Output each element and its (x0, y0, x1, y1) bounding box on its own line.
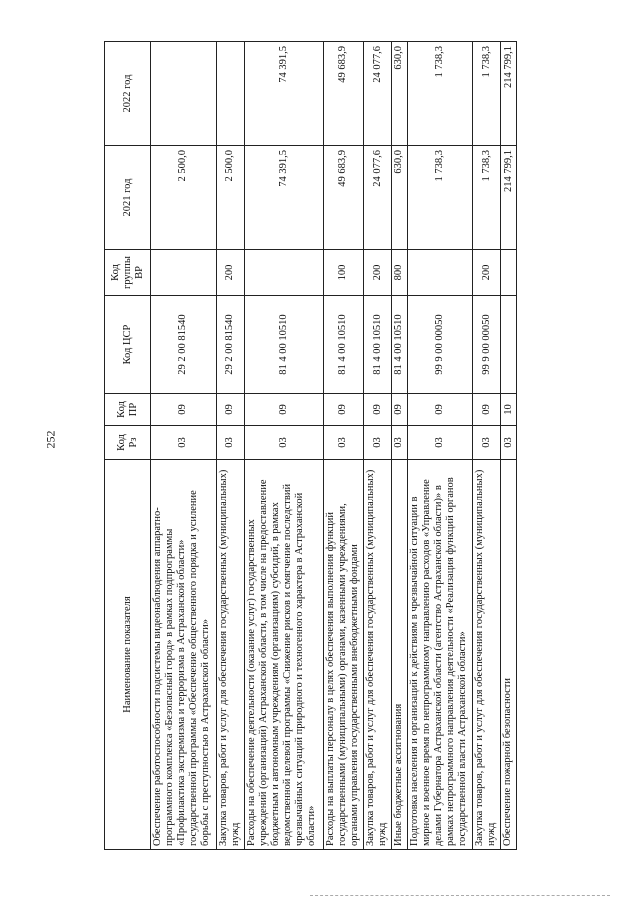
cell-y2022: 630,0 (392, 42, 408, 146)
cell-y2021: 2 500,0 (151, 146, 217, 250)
cell-vr: 200 (216, 250, 244, 296)
cell-pr: 09 (151, 394, 217, 426)
cell-y2021: 2 500,0 (216, 146, 244, 250)
cell-csr: 81 4 00 10510 (392, 296, 408, 394)
cell-csr: 99 9 00 00050 (407, 296, 473, 394)
header-vr: Код группы ВР (105, 250, 151, 296)
cell-rz: 03 (216, 426, 244, 460)
cell-rz: 03 (151, 426, 217, 460)
cell-y2022: 1 738,3 (407, 42, 473, 146)
cell-rz: 03 (392, 426, 408, 460)
cell-csr: 29 2 00 81540 (151, 296, 217, 394)
header-csr: Код ЦСР (105, 296, 151, 394)
cell-vr: 100 (323, 250, 364, 296)
cell-csr (501, 296, 517, 394)
cell-y2022 (216, 42, 244, 146)
cell-name: Расходы на обеспечение деятельности (оказание услуг) государственных учреждений (организаций) Астраханской области, в том числе на предоставление бюджетным и автономным учреждениям (организациям) субсидий, в рамках ведомственной целевой программы «Снижение рисков и смягчение последствий чрезвычайных ситуаций природного и техногенного характера в Астраханской области» (244, 460, 323, 850)
cell-y2021: 214 799,1 (501, 146, 517, 250)
cell-y2022: 24 077,6 (364, 42, 392, 146)
table-row (151, 42, 217, 850)
cell-vr: 200 (473, 250, 501, 296)
cell-rz: 03 (473, 426, 501, 460)
budget-table-container (104, 42, 517, 850)
table-row (216, 42, 244, 850)
cell-y2021: 24 077,6 (364, 146, 392, 250)
cell-name: Подготовка населения и организаций к действиям в чрезвычайной ситуации в мирное и военное время по непрограммному направлению расходов «Управление делами Губернатора Астраханской области (агентство Астраханской области)» в рамках непрограммного направления деятельности «Реализация функций органов государственной власти Астраханской области» (407, 460, 473, 850)
cell-vr (244, 250, 323, 296)
cell-csr: 81 4 00 10510 (364, 296, 392, 394)
cell-name: Расходы на выплаты персоналу в целях обеспечения выполнения функций государственными (муниципальными) органами, казенными учреждениями, органами управления государственными внебюджетными фондами (323, 460, 364, 850)
cell-pr: 09 (364, 394, 392, 426)
cell-name: Закупка товаров, работ и услуг для обеспечения государственных (муниципальных) нужд (216, 460, 244, 850)
header-2021: 2021 год (105, 146, 151, 250)
cell-y2021: 630,0 (392, 146, 408, 250)
table-row (473, 42, 501, 850)
footer-divider (310, 895, 610, 896)
table-row (244, 42, 323, 850)
cell-y2022: 214 799,1 (501, 42, 517, 146)
cell-csr: 29 2 00 81540 (216, 296, 244, 394)
table-row (364, 42, 392, 850)
cell-name: Обеспечение работоспособности подсистемы видеонаблюдения аппаратно-программного комплекса «Безопасный город» в рамках подпрограммы «Профилактика экстремизма и терроризма в Астраханской области» государственной программы «Обеспечение общественного порядка и усиление борьбы с преступностью в Астраханской области» (151, 460, 217, 850)
cell-pr: 09 (244, 394, 323, 426)
cell-y2021: 1 738,3 (407, 146, 473, 250)
cell-name: Обеспечение пожарной безопасности (501, 460, 517, 850)
cell-vr (407, 250, 473, 296)
cell-rz: 03 (501, 426, 517, 460)
cell-y2022: 1 738,3 (473, 42, 501, 146)
cell-vr (151, 250, 217, 296)
cell-y2022: 49 683,9 (323, 42, 364, 146)
cell-rz: 03 (244, 426, 323, 460)
cell-vr: 800 (392, 250, 408, 296)
header-name: Наименование показателя (105, 460, 151, 850)
cell-vr: 200 (364, 250, 392, 296)
cell-rz: 03 (364, 426, 392, 460)
page-number: 252 (43, 430, 58, 449)
cell-vr (501, 250, 517, 296)
header-pr: Код ПР (105, 394, 151, 426)
cell-y2021: 74 391,5 (244, 146, 323, 250)
table-row (323, 42, 364, 850)
cell-csr: 81 4 00 10510 (244, 296, 323, 394)
cell-pr: 09 (407, 394, 473, 426)
cell-csr: 81 4 00 10510 (323, 296, 364, 394)
cell-rz: 03 (323, 426, 364, 460)
header-2022: 2022 год (105, 42, 151, 146)
cell-pr: 09 (323, 394, 364, 426)
cell-y2021: 1 738,3 (473, 146, 501, 250)
header-rz: Код Рз (105, 426, 151, 460)
cell-name: Закупка товаров, работ и услуг для обеспечения государственных (муниципальных) нужд (473, 460, 501, 850)
cell-y2021: 49 683,9 (323, 146, 364, 250)
cell-name: Закупка товаров, работ и услуг для обеспечения государственных (муниципальных) нужд (364, 460, 392, 850)
cell-pr: 09 (392, 394, 408, 426)
table-header-row (105, 42, 151, 850)
cell-pr: 09 (473, 394, 501, 426)
budget-table (104, 41, 517, 850)
cell-csr: 99 9 00 00050 (473, 296, 501, 394)
table-row (392, 42, 408, 850)
cell-rz: 03 (407, 426, 473, 460)
cell-y2022 (151, 42, 217, 146)
cell-name: Иные бюджетные ассигнования (392, 460, 408, 850)
table-row (501, 42, 517, 850)
cell-pr: 09 (216, 394, 244, 426)
table-row (407, 42, 473, 850)
cell-pr: 10 (501, 394, 517, 426)
cell-y2022: 74 391,5 (244, 42, 323, 146)
